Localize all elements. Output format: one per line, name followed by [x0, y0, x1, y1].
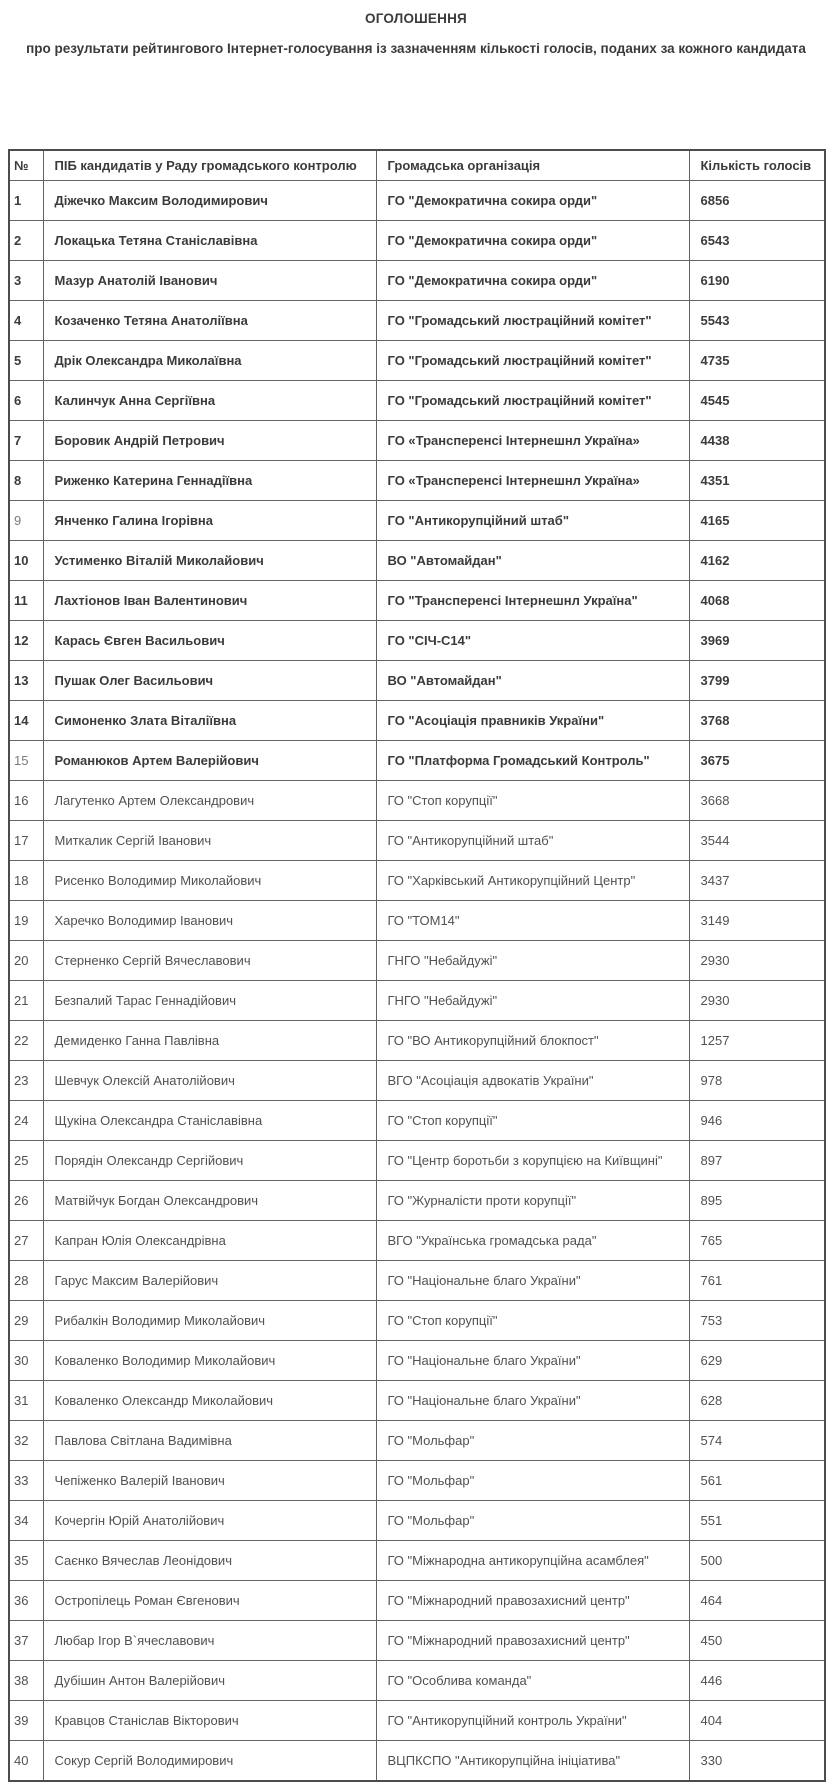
cell-vote-count: 946	[689, 1101, 825, 1141]
cell-vote-count: 561	[689, 1461, 825, 1501]
cell-candidate-name: Шевчук Олексій Анатолійович	[43, 1061, 376, 1101]
header-vote-count: Кількість голосів	[689, 150, 825, 181]
cell-candidate-name: Козаченко Тетяна Анатоліївна	[43, 301, 376, 341]
cell-organization: ГО "Антикорупційний контроль України"	[376, 1701, 689, 1741]
table-row	[9, 1541, 825, 1581]
cell-candidate-name: Безпалий Тарас Геннадійович	[43, 981, 376, 1021]
cell-candidate-name: Боровик Андрій Петрович	[43, 421, 376, 461]
cell-candidate-name: Романюков Артем Валерійович	[43, 741, 376, 781]
cell-organization: ГО "СІЧ-С14"	[376, 621, 689, 661]
table-row	[9, 1021, 825, 1061]
cell-vote-count: 4162	[689, 541, 825, 581]
cell-vote-count: 4545	[689, 381, 825, 421]
cell-candidate-name: Павлова Світлана Вадимівна	[43, 1421, 376, 1461]
cell-candidate-name: Локацька Тетяна Станіславівна	[43, 221, 376, 261]
table-row	[9, 301, 825, 341]
cell-vote-count: 3544	[689, 821, 825, 861]
cell-candidate-name: Харечко Володимир Іванович	[43, 901, 376, 941]
cell-vote-count: 464	[689, 1581, 825, 1621]
cell-organization: ГО "Громадський люстраційний комітет"	[376, 381, 689, 421]
cell-vote-count: 629	[689, 1341, 825, 1381]
cell-vote-count: 978	[689, 1061, 825, 1101]
cell-rank-number: 31	[9, 1381, 43, 1421]
table-row	[9, 221, 825, 261]
cell-rank-number: 3	[9, 261, 43, 301]
cell-organization: ГО "Трансперенсі Інтернешнл Україна"	[376, 581, 689, 621]
cell-rank-number: 28	[9, 1261, 43, 1301]
table-row	[9, 421, 825, 461]
cell-vote-count: 330	[689, 1741, 825, 1782]
table-row	[9, 541, 825, 581]
cell-rank-number: 32	[9, 1421, 43, 1461]
table-row	[9, 1221, 825, 1261]
table-row	[9, 1181, 825, 1221]
cell-candidate-name: Кравцов Станіслав Вікторович	[43, 1701, 376, 1741]
table-row	[9, 1381, 825, 1421]
cell-rank-number: 39	[9, 1701, 43, 1741]
cell-organization: ГО "Національне благо України"	[376, 1261, 689, 1301]
cell-vote-count: 4438	[689, 421, 825, 461]
cell-rank-number: 10	[9, 541, 43, 581]
cell-organization: ГО "Харківський Антикорупційний Центр"	[376, 861, 689, 901]
cell-organization: ГО «Трансперенсі Інтернешнл Україна»	[376, 461, 689, 501]
table-row	[9, 941, 825, 981]
cell-candidate-name: Сокур Сергій Володимирович	[43, 1741, 376, 1782]
header-candidate-name: ПІБ кандидатів у Раду громадського контролю	[43, 150, 376, 181]
cell-organization: ГО "Громадський люстраційний комітет"	[376, 301, 689, 341]
cell-candidate-name: Чепіженко Валерій Іванович	[43, 1461, 376, 1501]
cell-vote-count: 2930	[689, 941, 825, 981]
cell-organization: ГО "Міжнародний правозахисний центр"	[376, 1621, 689, 1661]
table-row	[9, 1621, 825, 1661]
table-row	[9, 1701, 825, 1741]
cell-vote-count: 3675	[689, 741, 825, 781]
cell-rank-number: 38	[9, 1661, 43, 1701]
cell-organization: ГО "Центр боротьби з корупцією на Київщині"	[376, 1141, 689, 1181]
cell-organization: ГО «Трансперенсі Інтернешнл Україна»	[376, 421, 689, 461]
cell-vote-count: 4068	[689, 581, 825, 621]
page-title: ОГОЛОШЕННЯ	[365, 11, 467, 26]
cell-vote-count: 4165	[689, 501, 825, 541]
cell-organization: ГО "Демократична сокира орди"	[376, 261, 689, 301]
cell-organization: ГО "Мольфар"	[376, 1461, 689, 1501]
cell-organization: ГО "Громадський люстраційний комітет"	[376, 341, 689, 381]
table-row	[9, 741, 825, 781]
cell-candidate-name: Лагутенко Артем Олександрович	[43, 781, 376, 821]
cell-rank-number: 35	[9, 1541, 43, 1581]
table-row	[9, 1141, 825, 1181]
cell-organization: ВГО "Українська громадська рада"	[376, 1221, 689, 1261]
cell-rank-number: 25	[9, 1141, 43, 1181]
cell-rank-number: 18	[9, 861, 43, 901]
cell-vote-count: 6856	[689, 181, 825, 221]
cell-organization: ВЦПКСПО "Антикорупційна ініціатива"	[376, 1741, 689, 1782]
cell-rank-number: 27	[9, 1221, 43, 1261]
cell-rank-number: 36	[9, 1581, 43, 1621]
cell-candidate-name: Миткалик Сергій Іванович	[43, 821, 376, 861]
cell-rank-number: 24	[9, 1101, 43, 1141]
cell-vote-count: 1257	[689, 1021, 825, 1061]
cell-rank-number: 19	[9, 901, 43, 941]
cell-candidate-name: Демиденко Ганна Павлівна	[43, 1021, 376, 1061]
cell-organization: ГО "Національне благо України"	[376, 1381, 689, 1421]
cell-rank-number: 33	[9, 1461, 43, 1501]
voting-results-table	[8, 149, 826, 1782]
table-row	[9, 821, 825, 861]
cell-organization: ГО "Демократична сокира орди"	[376, 221, 689, 261]
table-row	[9, 1421, 825, 1461]
cell-organization: ГО "Стоп корупції"	[376, 781, 689, 821]
cell-vote-count: 4735	[689, 341, 825, 381]
cell-vote-count: 2930	[689, 981, 825, 1021]
cell-vote-count: 3969	[689, 621, 825, 661]
cell-candidate-name: Симоненко Злата Віталіївна	[43, 701, 376, 741]
cell-rank-number: 4	[9, 301, 43, 341]
cell-organization: ГО "Особлива команда"	[376, 1661, 689, 1701]
cell-organization: ГО "Міжнародний правозахисний центр"	[376, 1581, 689, 1621]
cell-organization: ГО "Національне благо України"	[376, 1341, 689, 1381]
table-row	[9, 341, 825, 381]
cell-vote-count: 895	[689, 1181, 825, 1221]
cell-vote-count: 574	[689, 1421, 825, 1461]
table-row	[9, 1261, 825, 1301]
cell-rank-number: 1	[9, 181, 43, 221]
cell-vote-count: 6190	[689, 261, 825, 301]
cell-rank-number: 37	[9, 1621, 43, 1661]
cell-candidate-name: Риженко Катерина Геннадіївна	[43, 461, 376, 501]
table-row	[9, 701, 825, 741]
cell-vote-count: 446	[689, 1661, 825, 1701]
cell-vote-count: 3668	[689, 781, 825, 821]
cell-vote-count: 6543	[689, 221, 825, 261]
cell-candidate-name: Саєнко Вячеслав Леонідович	[43, 1541, 376, 1581]
cell-candidate-name: Лахтіонов Іван Валентинович	[43, 581, 376, 621]
cell-vote-count: 765	[689, 1221, 825, 1261]
cell-rank-number: 29	[9, 1301, 43, 1341]
cell-rank-number: 5	[9, 341, 43, 381]
cell-organization: ГО "Антикорупційний штаб"	[376, 501, 689, 541]
table-row	[9, 981, 825, 1021]
cell-candidate-name: Дрік Олександра Миколаївна	[43, 341, 376, 381]
cell-organization: ГО "Антикорупційний штаб"	[376, 821, 689, 861]
table-row	[9, 661, 825, 701]
cell-vote-count: 5543	[689, 301, 825, 341]
cell-candidate-name: Остропілець Роман Євгенович	[43, 1581, 376, 1621]
cell-organization: ВО "Автомайдан"	[376, 541, 689, 581]
cell-candidate-name: Янченко Галина Ігорівна	[43, 501, 376, 541]
table-row	[9, 581, 825, 621]
cell-rank-number: 11	[9, 581, 43, 621]
cell-organization: ВГО "Асоціація адвокатів України"	[376, 1061, 689, 1101]
table-row	[9, 461, 825, 501]
cell-rank-number: 6	[9, 381, 43, 421]
cell-rank-number: 8	[9, 461, 43, 501]
table-row	[9, 501, 825, 541]
cell-rank-number: 23	[9, 1061, 43, 1101]
cell-vote-count: 500	[689, 1541, 825, 1581]
cell-candidate-name: Коваленко Володимир Миколайович	[43, 1341, 376, 1381]
cell-rank-number: 12	[9, 621, 43, 661]
table-row	[9, 1461, 825, 1501]
cell-vote-count: 4351	[689, 461, 825, 501]
cell-candidate-name: Карась Євген Васильович	[43, 621, 376, 661]
cell-organization: ГНГО "Небайдужі"	[376, 981, 689, 1021]
cell-candidate-name: Рисенко Володимир Миколайович	[43, 861, 376, 901]
table-row	[9, 1661, 825, 1701]
table-row	[9, 1301, 825, 1341]
cell-organization: ГО "Демократична сокира орди"	[376, 181, 689, 221]
cell-vote-count: 3149	[689, 901, 825, 941]
cell-rank-number: 22	[9, 1021, 43, 1061]
cell-organization: ГО "Стоп корупції"	[376, 1301, 689, 1341]
cell-candidate-name: Устименко Віталій Миколайович	[43, 541, 376, 581]
table-row	[9, 381, 825, 421]
cell-rank-number: 2	[9, 221, 43, 261]
table-row	[9, 1581, 825, 1621]
cell-vote-count: 3768	[689, 701, 825, 741]
cell-organization: ГО "Мольфар"	[376, 1421, 689, 1461]
cell-candidate-name: Щукіна Олександра Станіславівна	[43, 1101, 376, 1141]
cell-vote-count: 897	[689, 1141, 825, 1181]
cell-candidate-name: Рибалкін Володимир Миколайович	[43, 1301, 376, 1341]
header-number: №	[9, 150, 43, 181]
table-row	[9, 1061, 825, 1101]
cell-organization: ГО "Міжнародна антикорупційна асамблея"	[376, 1541, 689, 1581]
cell-organization: ГНГО "Небайдужі"	[376, 941, 689, 981]
table-row	[9, 621, 825, 661]
table-header-row	[9, 150, 825, 181]
cell-candidate-name: Гарус Максим Валерійович	[43, 1261, 376, 1301]
cell-candidate-name: Порядін Олександр Сергійович	[43, 1141, 376, 1181]
cell-organization: ГО "Асоціація правників України"	[376, 701, 689, 741]
table-row	[9, 261, 825, 301]
cell-vote-count: 3437	[689, 861, 825, 901]
cell-candidate-name: Калинчук Анна Сергіївна	[43, 381, 376, 421]
cell-organization: ГО "Платформа Громадський Контроль"	[376, 741, 689, 781]
table-row	[9, 181, 825, 221]
cell-rank-number: 34	[9, 1501, 43, 1541]
cell-vote-count: 551	[689, 1501, 825, 1541]
cell-organization: ВО "Автомайдан"	[376, 661, 689, 701]
cell-rank-number: 40	[9, 1741, 43, 1782]
header-organization: Громадська організація	[376, 150, 689, 181]
cell-candidate-name: Любар Ігор В`ячеславович	[43, 1621, 376, 1661]
cell-vote-count: 761	[689, 1261, 825, 1301]
cell-candidate-name: Дубішин Антон Валерійович	[43, 1661, 376, 1701]
cell-rank-number: 14	[9, 701, 43, 741]
cell-organization: ГО "ВО Антикорупційний блокпост"	[376, 1021, 689, 1061]
table-row	[9, 1741, 825, 1782]
cell-rank-number: 30	[9, 1341, 43, 1381]
cell-organization: ГО "Мольфар"	[376, 1501, 689, 1541]
table-row	[9, 861, 825, 901]
cell-rank-number: 15	[9, 741, 43, 781]
cell-organization: ГО "Журналісти проти корупції"	[376, 1181, 689, 1221]
cell-organization: ГО "ТОМ14"	[376, 901, 689, 941]
cell-rank-number: 7	[9, 421, 43, 461]
cell-candidate-name: Капран Юлія Олександрівна	[43, 1221, 376, 1261]
cell-candidate-name: Коваленко Олександр Миколайович	[43, 1381, 376, 1421]
cell-rank-number: 26	[9, 1181, 43, 1221]
cell-rank-number: 16	[9, 781, 43, 821]
cell-rank-number: 20	[9, 941, 43, 981]
cell-candidate-name: Кочергін Юрій Анатолійович	[43, 1501, 376, 1541]
cell-rank-number: 21	[9, 981, 43, 1021]
table-row	[9, 781, 825, 821]
cell-candidate-name: Матвійчук Богдан Олександрович	[43, 1181, 376, 1221]
cell-rank-number: 9	[9, 501, 43, 541]
cell-rank-number: 13	[9, 661, 43, 701]
cell-candidate-name: Мазур Анатолій Іванович	[43, 261, 376, 301]
table-row	[9, 1101, 825, 1141]
cell-vote-count: 450	[689, 1621, 825, 1661]
table-row	[9, 1341, 825, 1381]
table-row	[9, 1501, 825, 1541]
cell-organization: ГО "Стоп корупції"	[376, 1101, 689, 1141]
cell-vote-count: 628	[689, 1381, 825, 1421]
table-row	[9, 901, 825, 941]
cell-vote-count: 753	[689, 1301, 825, 1341]
cell-vote-count: 3799	[689, 661, 825, 701]
cell-candidate-name: Пушак Олег Васильович	[43, 661, 376, 701]
cell-rank-number: 17	[9, 821, 43, 861]
page-subtitle: про результати рейтингового Інтернет-голосування із зазначенням кількості голосів, поданих за кожного кандидата	[26, 41, 806, 56]
cell-vote-count: 404	[689, 1701, 825, 1741]
cell-candidate-name: Стерненко Сергій Вячеславович	[43, 941, 376, 981]
cell-candidate-name: Діжечко Максим Володимирович	[43, 181, 376, 221]
